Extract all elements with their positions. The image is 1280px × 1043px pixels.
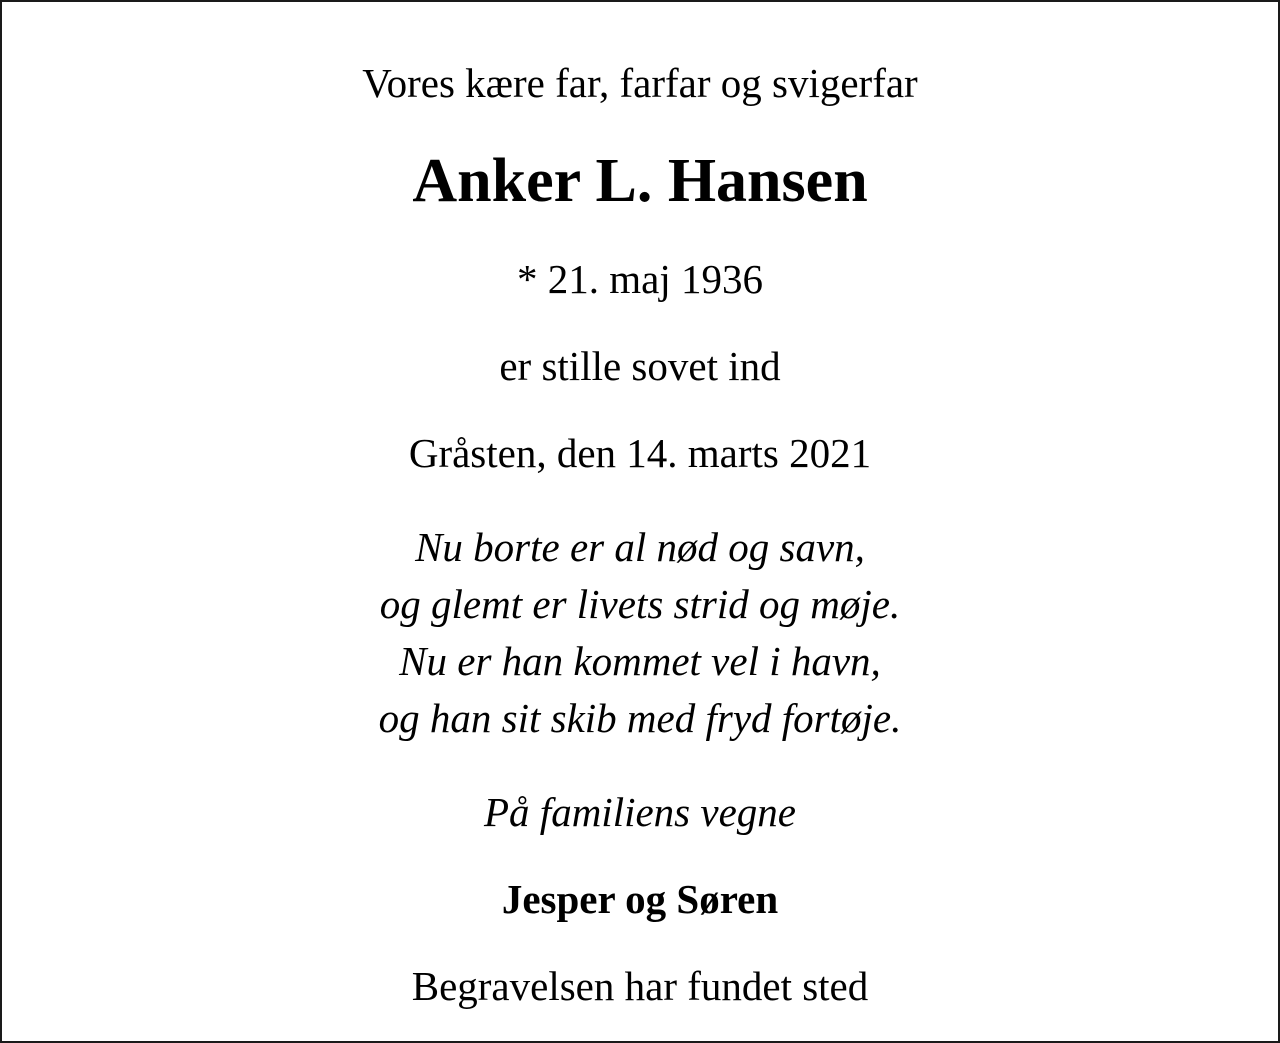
signatories-line: Jesper og Søren bbox=[501, 876, 779, 923]
birth-date-line: * 21. maj 1936 bbox=[517, 256, 763, 303]
passing-line: er stille sovet ind bbox=[499, 343, 781, 390]
deceased-name: Anker L. Hansen bbox=[412, 147, 868, 216]
funeral-status-line: Begravelsen har fundet sted bbox=[411, 963, 869, 1010]
verse-line-4: og han sit skib med fryd fortøje. bbox=[378, 695, 902, 742]
place-and-date-line: Gråsten, den 14. marts 2021 bbox=[408, 430, 872, 477]
memorial-verse bbox=[379, 519, 902, 747]
verse-line-1: Nu borte er al nød og savn, bbox=[415, 524, 865, 571]
obituary-notice bbox=[2, 2, 1278, 1041]
relation-intro-line: Vores kære far, farfar og svigerfar bbox=[362, 60, 918, 106]
on-behalf-line: På familiens vegne bbox=[484, 789, 796, 836]
verse-line-3: Nu er han kommet vel i havn, bbox=[399, 638, 881, 685]
verse-line-2: og glemt er livets strid og møje. bbox=[379, 581, 901, 628]
